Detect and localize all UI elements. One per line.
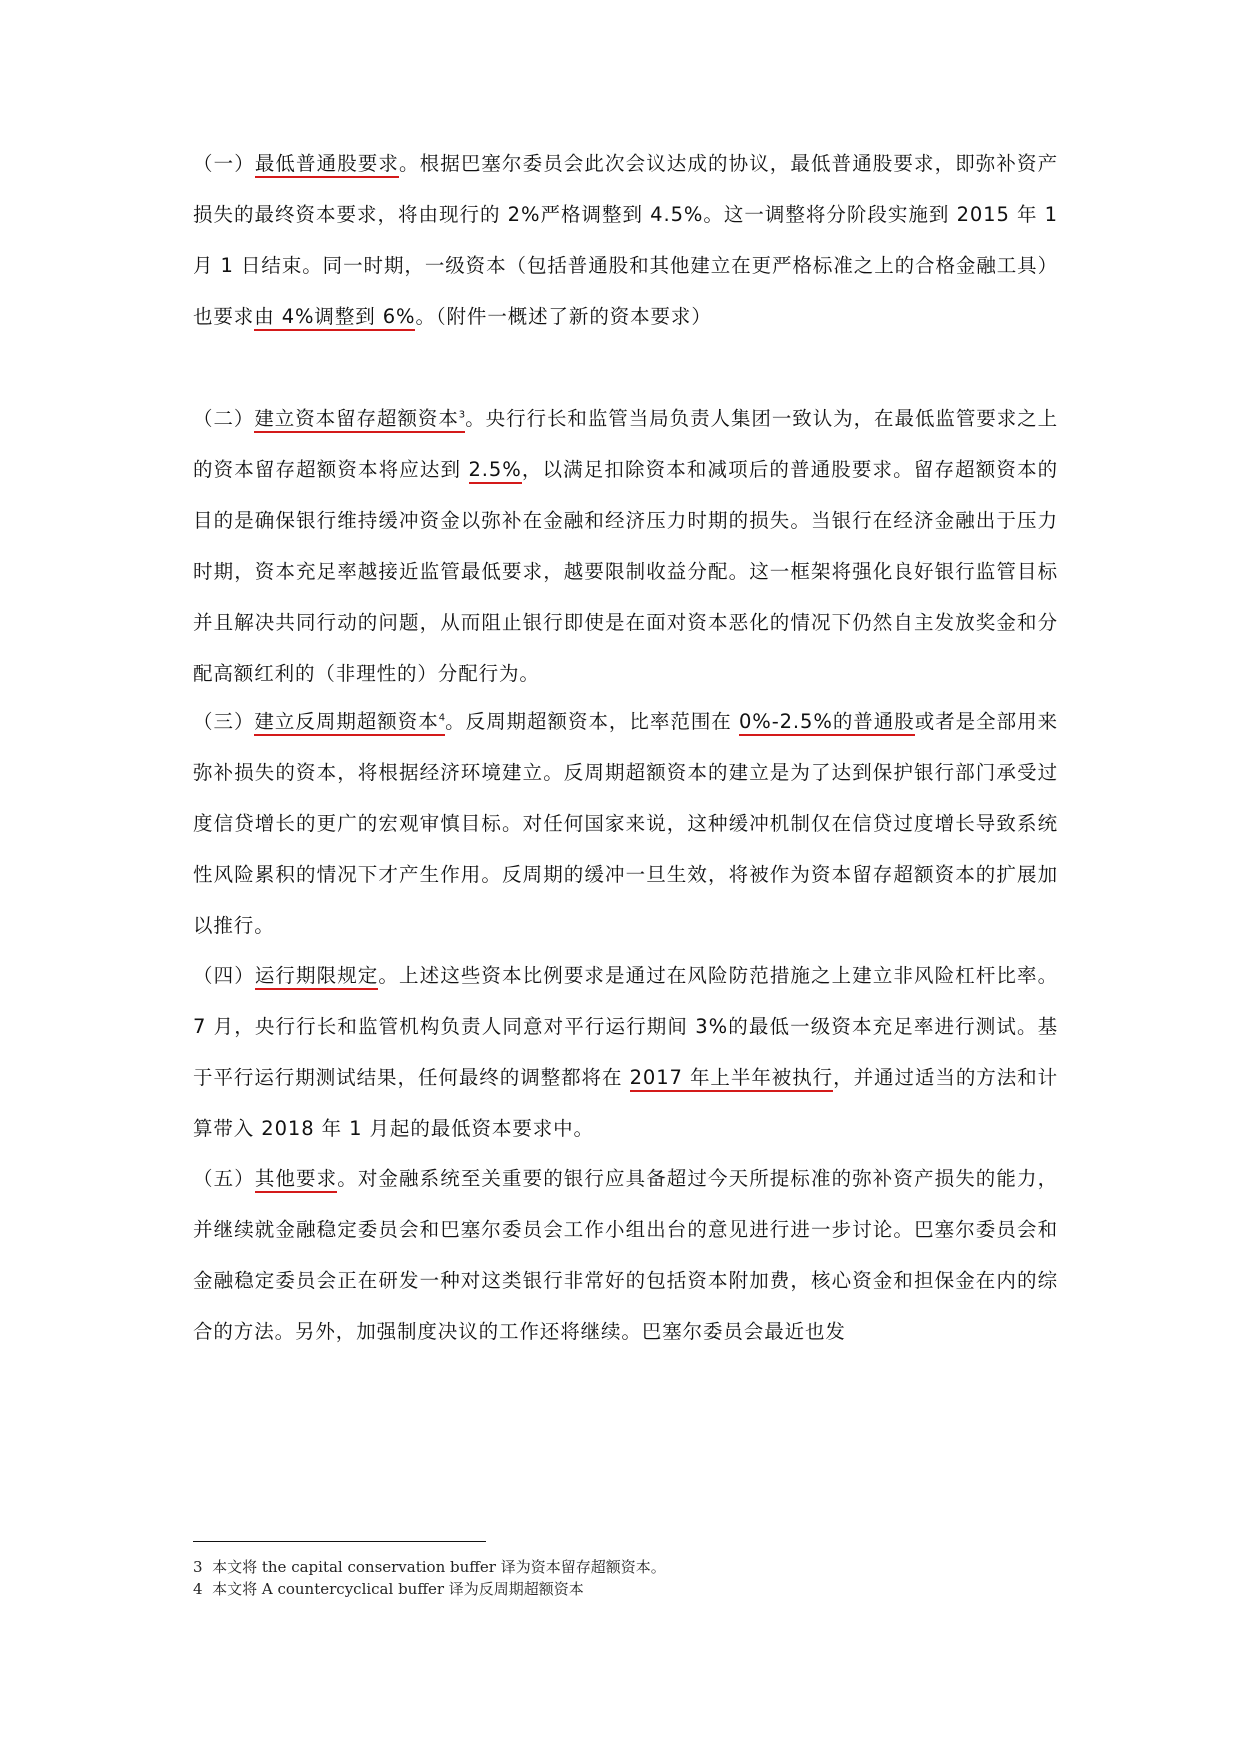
- paragraph-2: [193, 393, 1058, 699]
- paragraph-1-marked-title: 最低普通股要求: [255, 152, 399, 178]
- footnote-3: [193, 1556, 666, 1578]
- paragraph-1-text-b: 。（附件一概述了新的资本要求）: [415, 305, 712, 328]
- paragraph-3-underlined-value: 0%-2.5%的普通股: [739, 710, 915, 736]
- footnote-ref-3: 3: [458, 409, 466, 421]
- paragraph-5-marked-title: 其他要求: [255, 1167, 337, 1193]
- paragraph-3-heading: （三）: [193, 710, 255, 733]
- footnote-4-text: 本文将 A countercyclical buffer 译为反周期超额资本: [212, 1580, 584, 1598]
- paragraph-1-underlined-value: 由 4%调整到 6%: [254, 305, 415, 331]
- paragraph-2-text-b: ，以满足扣除资本和减项后的普通股要求。留存超额资本的目的是确保银行维持缓冲资金以弥补在金融和经济压力时期的损失。当银行在经济金融出于压力时期，资本充足率越接近监管最低要求，越要限制收益分配。这一框架将强化良好银行监管目标并且解决共同行动的问题，从而阻止银行即使是在面对资本恶化的情况下仍然自主发放奖金和分配高额红利的（非理性的）分配行为。: [193, 458, 1058, 685]
- footnote-4: [193, 1578, 584, 1600]
- footnote-3-text: 本文将 the capital conservation buffer 译为资本留存超额资本。: [212, 1558, 666, 1576]
- paragraph-4-text-b: ，并通过适当的方法和计算带入 2018 年 1 月起的最低资本要求中。: [193, 1066, 1059, 1140]
- paragraph-4-underlined-value: 2017 年上半年被执行: [630, 1066, 834, 1092]
- paragraph-3: [193, 696, 1058, 951]
- paragraph-4-text-a: 。上述这些资本比例要求是通过在风险防范措施之上建立非风险杠杆比率。7 月，央行行长和监管机构负责人同意对平行运行期间 3%的最低一级资本充足率进行测试。基于平行运行期测试结果，任何最终的调整都将在: [193, 964, 1059, 1089]
- paragraph-1-text-a: 。根据巴塞尔委员会此次会议达成的协议，最低普通股要求，即弥补资产损失的最终资本要求，将由现行的 2%严格调整到 4.5%。这一调整将分阶段实施到 2015 年 1 月 1 日结束。同一时期，一级资本（包括普通股和其他建立在更严格标准之上的合格金融工具）也要求: [193, 152, 1058, 328]
- paragraph-2-text-a: 。央行行长和监管当局负责人集团一致认为，在最低监管要求之上的资本留存超额资本将应达到: [193, 407, 1058, 481]
- paragraph-4-marked-title: 运行期限规定: [255, 964, 379, 990]
- footnote-4-number: 4: [193, 1580, 203, 1598]
- paragraph-2-marked-title: [254, 407, 465, 433]
- paragraph-3-text-a: 。反周期超额资本，比率范围在: [445, 710, 739, 733]
- paragraph-3-marked-title: [254, 710, 445, 736]
- paragraph-5-heading: （五）: [193, 1167, 255, 1190]
- paragraph-4: [193, 950, 1058, 1154]
- paragraph-3-text-b: 或者是全部用来弥补损失的资本，将根据经济环境建立。反周期超额资本的建立是为了达到保护银行部门承受过度信贷增长的更广的宏观审慎目标。对任何国家来说，这种缓冲机制仅在信贷过度增长导致系统性风险累积的情况下才产生作用。反周期的缓冲一旦生效，将被作为资本留存超额资本的扩展加以推行。: [193, 710, 1058, 937]
- paragraph-4-heading: （四）: [193, 964, 255, 987]
- paragraph-2-underlined-value: 2.5%: [469, 458, 522, 484]
- paragraph-5-text-a: 。对金融系统至关重要的银行应具备超过今天所提标准的弥补资产损失的能力，并继续就金融稳定委员会和巴塞尔委员会工作小组出台的意见进行进一步讨论。巴塞尔委员会和金融稳定委员会正在研发一种对这类银行非常好的包括资本附加费，核心资金和担保金在内的综合的方法。另外，加强制度决议的工作还将继续。巴塞尔委员会最近也发: [193, 1167, 1058, 1343]
- paragraph-2-title-text: 建立资本留存超额资本: [254, 407, 459, 430]
- paragraph-1: [193, 138, 1058, 342]
- footnote-separator: [193, 1541, 486, 1542]
- footnote-3-number: 3: [193, 1558, 203, 1576]
- paragraph-2-heading: （二）: [193, 407, 255, 430]
- footnote-ref-4: 4: [438, 712, 446, 724]
- paragraph-5: [193, 1153, 1058, 1357]
- paragraph-1-heading: （一）: [193, 152, 255, 175]
- paragraph-3-title-text: 建立反周期超额资本: [254, 710, 439, 733]
